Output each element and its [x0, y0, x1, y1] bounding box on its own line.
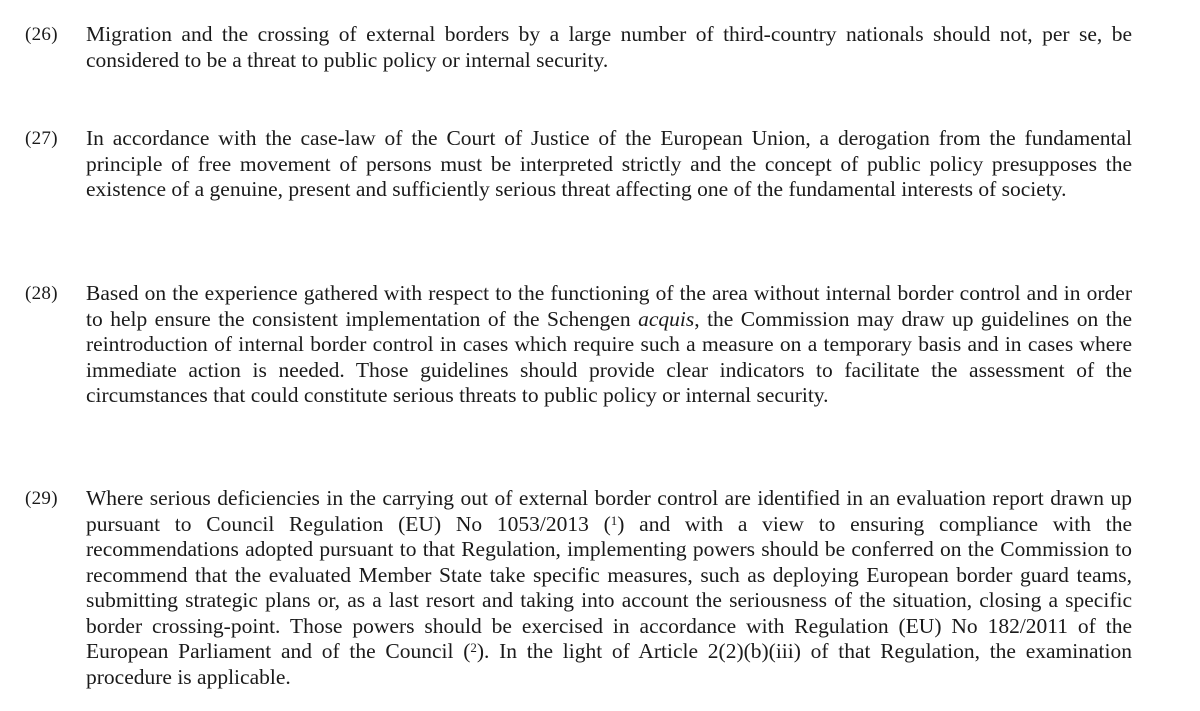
recital-italic-term: acquis: [638, 306, 695, 331]
footnote-ref-2[interactable]: 2: [470, 640, 477, 655]
recital-text: Migration and the crossing of external borders by a large number of third-country nationals should not, per se, be considered to be a threat to public policy or internal security.: [86, 22, 1132, 72]
recital-text: [86, 281, 1132, 409]
recital-text-part: Where serious deficiencies in the carrying out of external border control are identified in an evaluation report drawn up pursuant to Council Regulation (EU) No 1053/2013 (: [86, 486, 1132, 536]
footnote-ref-1[interactable]: 1: [610, 512, 618, 528]
recital-text-part: Based on the experience gathered with respect to the functioning of the area without internal border control and in order to help ensure the consistent implementation of the Schengen: [86, 281, 1132, 331]
recital-number: (26): [25, 24, 58, 45]
recital-text: In accordance with the case-law of the Court of Justice of the European Union, a derogation from the fundamental principle of free movement of persons must be interpreted strictly and the concept of public policy presupposes the existence of a genuine, present and sufficiently serious threat affecting one of the fundamental interests of society.: [86, 126, 1132, 201]
recital-number: (29): [25, 488, 58, 509]
recital-text-part: , the Commission may draw up guidelines on the reintroduction of internal border control in cases which require such a measure on a temporary basis and in cases where immediate action is needed. Those guidelines should provide clear indicators to facilitate the assessment of the circumstances that could constitute serious threats to public policy or internal security.: [86, 306, 1132, 407]
recital-number: (27): [25, 128, 58, 149]
recital-number: (28): [25, 283, 58, 304]
recital-text: [86, 486, 1132, 690]
recital-text-part: ) and with a view to ensuring compliance with the recommendations adopted pursuant to that Regulation, implementing powers should be conferred on the Commission to recommend that the evaluated Member State take specific measures, such as deploying European border guard teams, submitting strategic plans or, as a last resort and taking into account the seriousness of the situation, closing a specific border crossing-point. Those powers should be exercised in accordance with Regulation (EU) No 182/2011 of the European Parliament and of the Council (: [86, 511, 1132, 663]
recital-text-part: ). In the light of Article 2(2)(b)(iii) of that Regulation, the examination procedure is applicable.: [86, 639, 1132, 689]
